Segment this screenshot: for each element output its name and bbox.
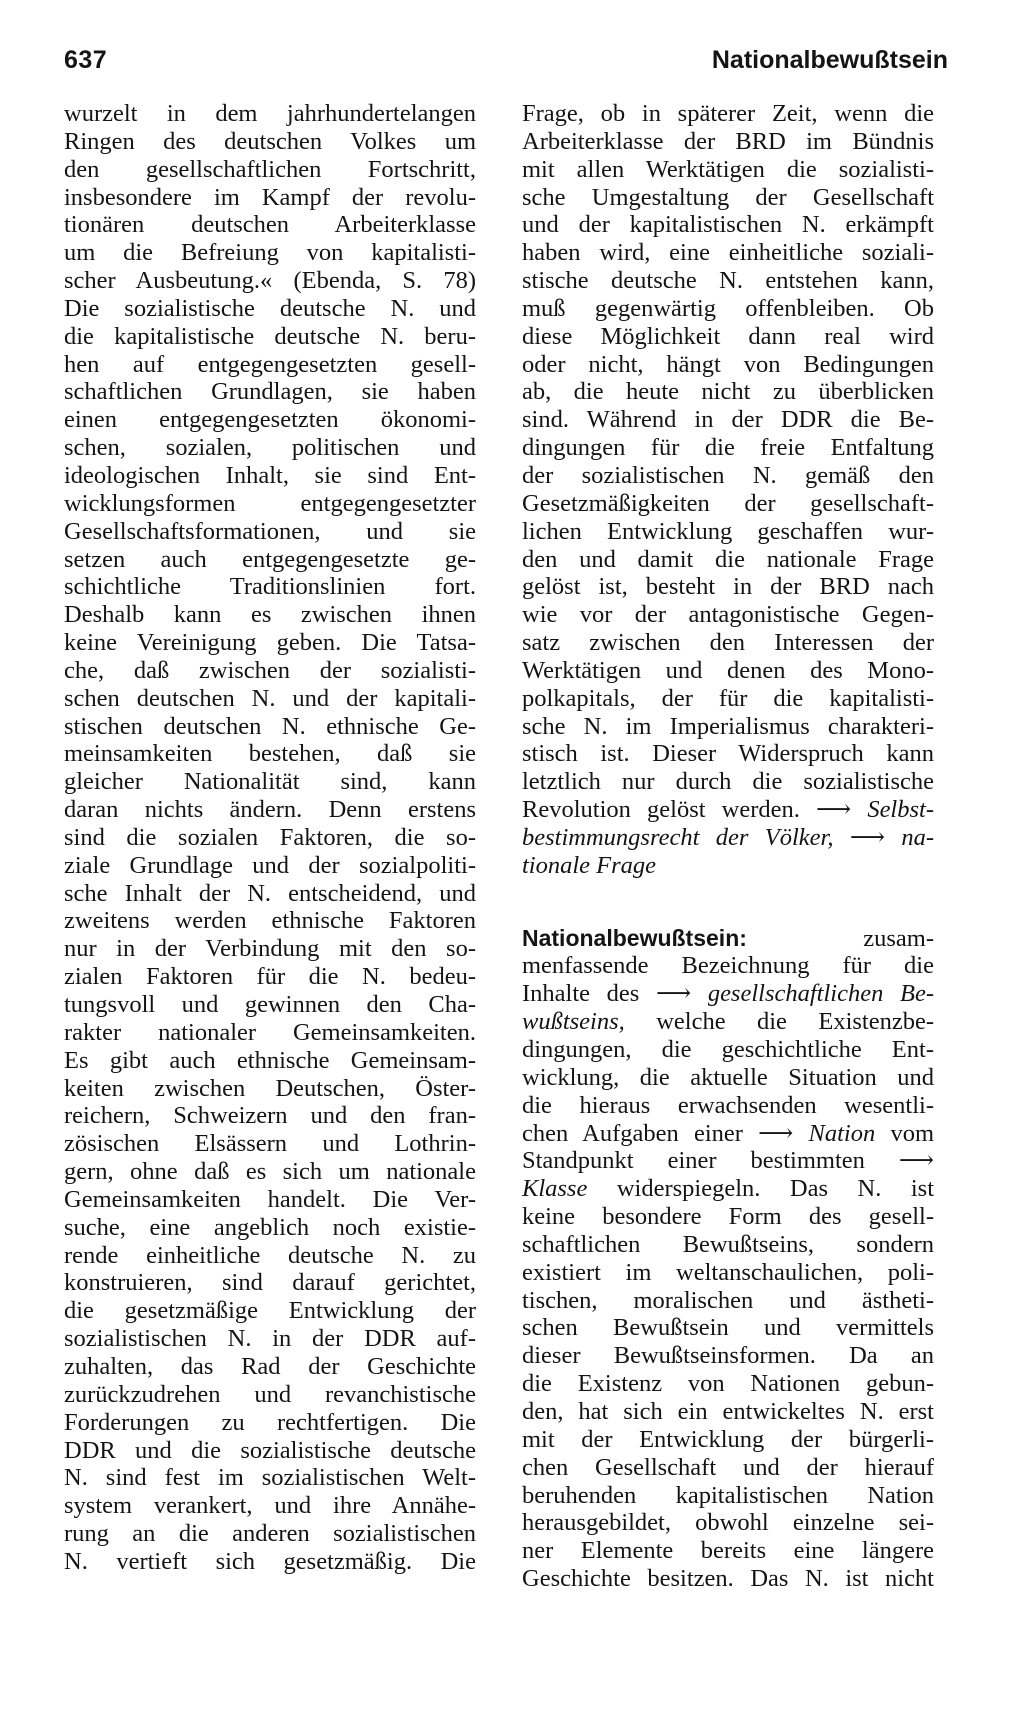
page-number: 637 — [64, 46, 108, 74]
text-line — [522, 796, 934, 824]
text-line: die Existenz von Nationen gebun- — [522, 1370, 934, 1398]
text-line: insbesondere im Kampf der revolu- — [64, 183, 476, 211]
text-line: schen deutschen N. und der kapitali- — [64, 684, 476, 712]
line-text: Revolution gelöst werden. — [522, 796, 817, 824]
text-line: tischen, moralischen und ästheti- — [522, 1286, 934, 1314]
text-line: einen entgegengesetzten ökonomi- — [64, 406, 476, 434]
text-line: ner Elemente bereits eine längere — [522, 1537, 934, 1565]
text-line: keine Vereinigung geben. Die Tatsa- — [64, 629, 476, 657]
text-line: Es gibt auch ethnische Gemeinsam- — [64, 1046, 476, 1074]
text-line: sche Umgestaltung der Gesellschaft — [522, 183, 934, 211]
text-line: tungsvoll und gewinnen den Cha- — [64, 991, 476, 1018]
line-text: widerspiegeln. Das N. ist — [587, 1175, 934, 1203]
text-line: Gesellschaftsformationen, und sie — [64, 517, 476, 545]
text-line: polkapitals, der für die kapitalisti- — [522, 684, 934, 712]
text-line: um die Befreiung von kapitalisti- — [64, 239, 476, 267]
text-line: mit der Entwicklung der bürgerli- — [522, 1425, 934, 1453]
text-line: dingungen für die freie Entfaltung — [522, 434, 934, 462]
line-text: Inhalte des — [522, 980, 657, 1008]
text-line: und der kapitalistischen N. erkämpft — [522, 211, 934, 239]
text-line: schichtliche Traditionslinien fort. — [64, 573, 476, 601]
text-line — [522, 1175, 934, 1203]
cross-reference-link[interactable]: Nation — [808, 1119, 876, 1147]
text-line: Ringen des deutschen Volkes um — [64, 127, 476, 155]
text-line: Frage, ob in späterer Zeit, wenn die — [522, 100, 934, 127]
text-line: rung an die anderen sozialistischen — [64, 1520, 476, 1548]
text-line: konstruieren, sind darauf gerichtet, — [64, 1269, 476, 1297]
text-line: Gesetzmäßigkeiten der gesellschaft- — [522, 489, 934, 517]
text-line: diese Möglichkeit dann real wird — [522, 322, 934, 350]
text-line: Werktätigen und denen des Mono- — [522, 656, 934, 684]
arrow-icon: ⟶ — [816, 796, 852, 824]
text-line: letztlich nur durch die sozialistische — [522, 768, 934, 796]
cross-reference-link[interactable]: Selbst- — [867, 796, 934, 824]
text-line: gleicher Nationalität sind, kann — [64, 768, 476, 796]
text-line: daran nichts ändern. Denn erstens — [64, 796, 476, 824]
text-line: suche, eine angeblich noch existie- — [64, 1213, 476, 1241]
text-line: zösischen Elsässern und Lothrin- — [64, 1130, 476, 1158]
text-line — [522, 824, 934, 852]
text-line: setzen auch entgegengesetzte ge- — [64, 545, 476, 573]
line-text: chen Aufgaben einer — [522, 1119, 759, 1147]
text-line: zialen Faktoren für die N. bedeu- — [64, 963, 476, 991]
text-line — [522, 980, 934, 1008]
text-line: schaftlichen Bewußtseins, sondern — [522, 1230, 934, 1258]
text-line: den, hat sich ein entwickeltes N. erst — [522, 1397, 934, 1425]
text-line: ideologischen Inhalt, sie sind Ent- — [64, 461, 476, 489]
text-line: keiten zwischen Deutschen, Öster- — [64, 1074, 476, 1102]
text-line: schaftlichen Grundlagen, sie haben — [64, 378, 476, 406]
cross-reference-link[interactable]: bestimmungsrecht der Völker, — [522, 823, 834, 851]
text-line: Forderungen zu rechtfertigen. Die — [64, 1408, 476, 1436]
text-line — [522, 1147, 934, 1175]
text-line: den und damit die nationale Frage — [522, 545, 934, 573]
text-line: die gesetzmäßige Entwicklung der — [64, 1297, 476, 1325]
text-line: DDR und die sozialistische deutsche — [64, 1436, 476, 1464]
text-line: wicklung, die aktuelle Situation und — [522, 1063, 934, 1091]
entry-separator — [522, 880, 934, 925]
text-line: beruhenden kapitalistischen Nation — [522, 1481, 934, 1509]
arrow-icon: ⟶ — [849, 823, 885, 851]
text-line: hen auf entgegengesetzten gesell- — [64, 350, 476, 378]
cross-reference-link[interactable]: wußtseins, — [522, 1008, 625, 1036]
text-line: sche N. im Imperialismus charakteri- — [522, 712, 934, 740]
text-line: rende einheitliche deutsche N. zu — [64, 1241, 476, 1269]
text-line: scher Ausbeutung.« (Ebenda, S. 78) — [64, 267, 476, 295]
right-column — [522, 100, 934, 1593]
text-line: wie vor der antagonistische Gegen- — [522, 601, 934, 629]
text-line: rakter nationaler Gemeinsamkeiten. — [64, 1018, 476, 1046]
text-line — [522, 1008, 934, 1036]
right-column-continuation — [522, 100, 934, 796]
text-line: ziale Grundlage und der sozialpoliti- — [64, 851, 476, 879]
text-line: Deshalb kann es zwischen ihnen — [64, 601, 476, 629]
text-line: N. sind fest im sozialistischen Welt- — [64, 1464, 476, 1492]
text-line: wurzelt in dem jahrhundertelangen — [64, 100, 476, 127]
left-column — [64, 100, 476, 1576]
entry-body — [522, 1203, 934, 1593]
text-line: satz zwischen den Interessen der — [522, 629, 934, 657]
text-line: zweitens werden ethnische Faktoren — [64, 907, 476, 935]
text-line: gelöst ist, besteht in der BRD nach — [522, 573, 934, 601]
text-line — [522, 852, 934, 880]
text-line: mit allen Werktätigen die sozialisti- — [522, 155, 934, 183]
text-line: meinsamkeiten bestehen, daß sie — [64, 740, 476, 768]
text-line: stische deutsche N. entstehen kann, — [522, 267, 934, 295]
text-line: zurückzudrehen und revanchistische — [64, 1380, 476, 1408]
dictionary-entry — [522, 925, 934, 1593]
page-header — [0, 46, 1024, 86]
text-line: nur in der Verbindung mit den so- — [64, 935, 476, 963]
text-line: muß gegenwärtig offenbleiben. Ob — [522, 294, 934, 322]
text-line: reichern, Schweizern und den fran- — [64, 1102, 476, 1130]
text-line: zuhalten, das Rad der Geschichte — [64, 1352, 476, 1380]
text-line: wicklungsformen entgegengesetzter — [64, 489, 476, 517]
text-line: herausgebildet, obwohl einzelne sei- — [522, 1509, 934, 1537]
text-line: sind. Während in der DDR die Be- — [522, 406, 934, 434]
text-line: stisch ist. Dieser Widerspruch kann — [522, 740, 934, 768]
cross-reference-link[interactable]: gesellschaftlichen Be- — [707, 980, 935, 1008]
text-line — [522, 925, 934, 953]
cross-reference-link[interactable]: Klasse — [522, 1175, 588, 1203]
line-text: Standpunkt einer bestimmten — [522, 1147, 899, 1175]
text-line: chen Gesellschaft und der hierauf — [522, 1453, 934, 1481]
text-line: Die sozialistische deutsche N. und — [64, 294, 476, 322]
text-line: der sozialistischen N. gemäß den — [522, 461, 934, 489]
cross-reference-link[interactable]: tionale Frage — [522, 851, 657, 879]
text-line: stischen deutschen N. ethnische Ge- — [64, 712, 476, 740]
arrow-icon: ⟶ — [898, 1147, 934, 1175]
text-line: sind die sozialen Faktoren, die so- — [64, 823, 476, 851]
text-line: gern, ohne daß es sich um nationale — [64, 1158, 476, 1186]
text-line: die kapitalistische deutsche N. beru- — [64, 322, 476, 350]
text-line: dieser Bewußtseinsformen. Da an — [522, 1342, 934, 1370]
text-line: Arbeiterklasse der BRD im Bündnis — [522, 127, 934, 155]
text-line: system verankert, und ihre Annähe- — [64, 1492, 476, 1520]
text-line: oder nicht, hängt von Bedingungen — [522, 350, 934, 378]
text-line: Geschichte besitzen. Das N. ist nicht — [522, 1565, 934, 1593]
text-line: che, daß zwischen der sozialisti- — [64, 656, 476, 684]
text-line: existiert im weltanschaulichen, poli- — [522, 1258, 934, 1286]
text-line: lichen Entwicklung geschaffen wur- — [522, 517, 934, 545]
text-line: schen Bewußtsein und vermittels — [522, 1314, 934, 1342]
text-line: ab, die heute nicht zu überblicken — [522, 378, 934, 406]
text-line: menfassende Bezeichnung für die — [522, 952, 934, 980]
line-text: welche die Existenzbe- — [624, 1008, 934, 1036]
text-line: den gesellschaftlichen Fortschritt, — [64, 155, 476, 183]
text-line: sche Inhalt der N. entscheidend, und — [64, 879, 476, 907]
line-text: zusam- — [863, 924, 934, 952]
text-line: haben wird, eine einheitliche soziali- — [522, 239, 934, 267]
arrow-icon: ⟶ — [758, 1119, 794, 1147]
text-line: tionären deutschen Arbeiterklasse — [64, 211, 476, 239]
cross-reference-link[interactable]: na- — [901, 823, 935, 851]
text-line: die hieraus erwachsenden wesentli- — [522, 1091, 934, 1119]
text-line: dingungen, die geschichtliche Ent- — [522, 1036, 934, 1063]
text-line: N. vertieft sich gesetzmäßig. Die — [64, 1547, 476, 1575]
text-line: Gemeinsamkeiten handelt. Die Ver- — [64, 1185, 476, 1213]
text-line: sozialistischen N. in der DDR auf- — [64, 1325, 476, 1353]
running-head: Nationalbewußtsein — [711, 46, 948, 74]
text-line: schen, sozialen, politischen und — [64, 434, 476, 462]
arrow-icon: ⟶ — [656, 980, 692, 1008]
entry-headword: Nationalbewußtsein: — [522, 924, 747, 951]
line-text: vom — [875, 1119, 935, 1147]
text-line — [522, 1120, 934, 1148]
text-line: keine besondere Form des gesell- — [522, 1203, 934, 1231]
